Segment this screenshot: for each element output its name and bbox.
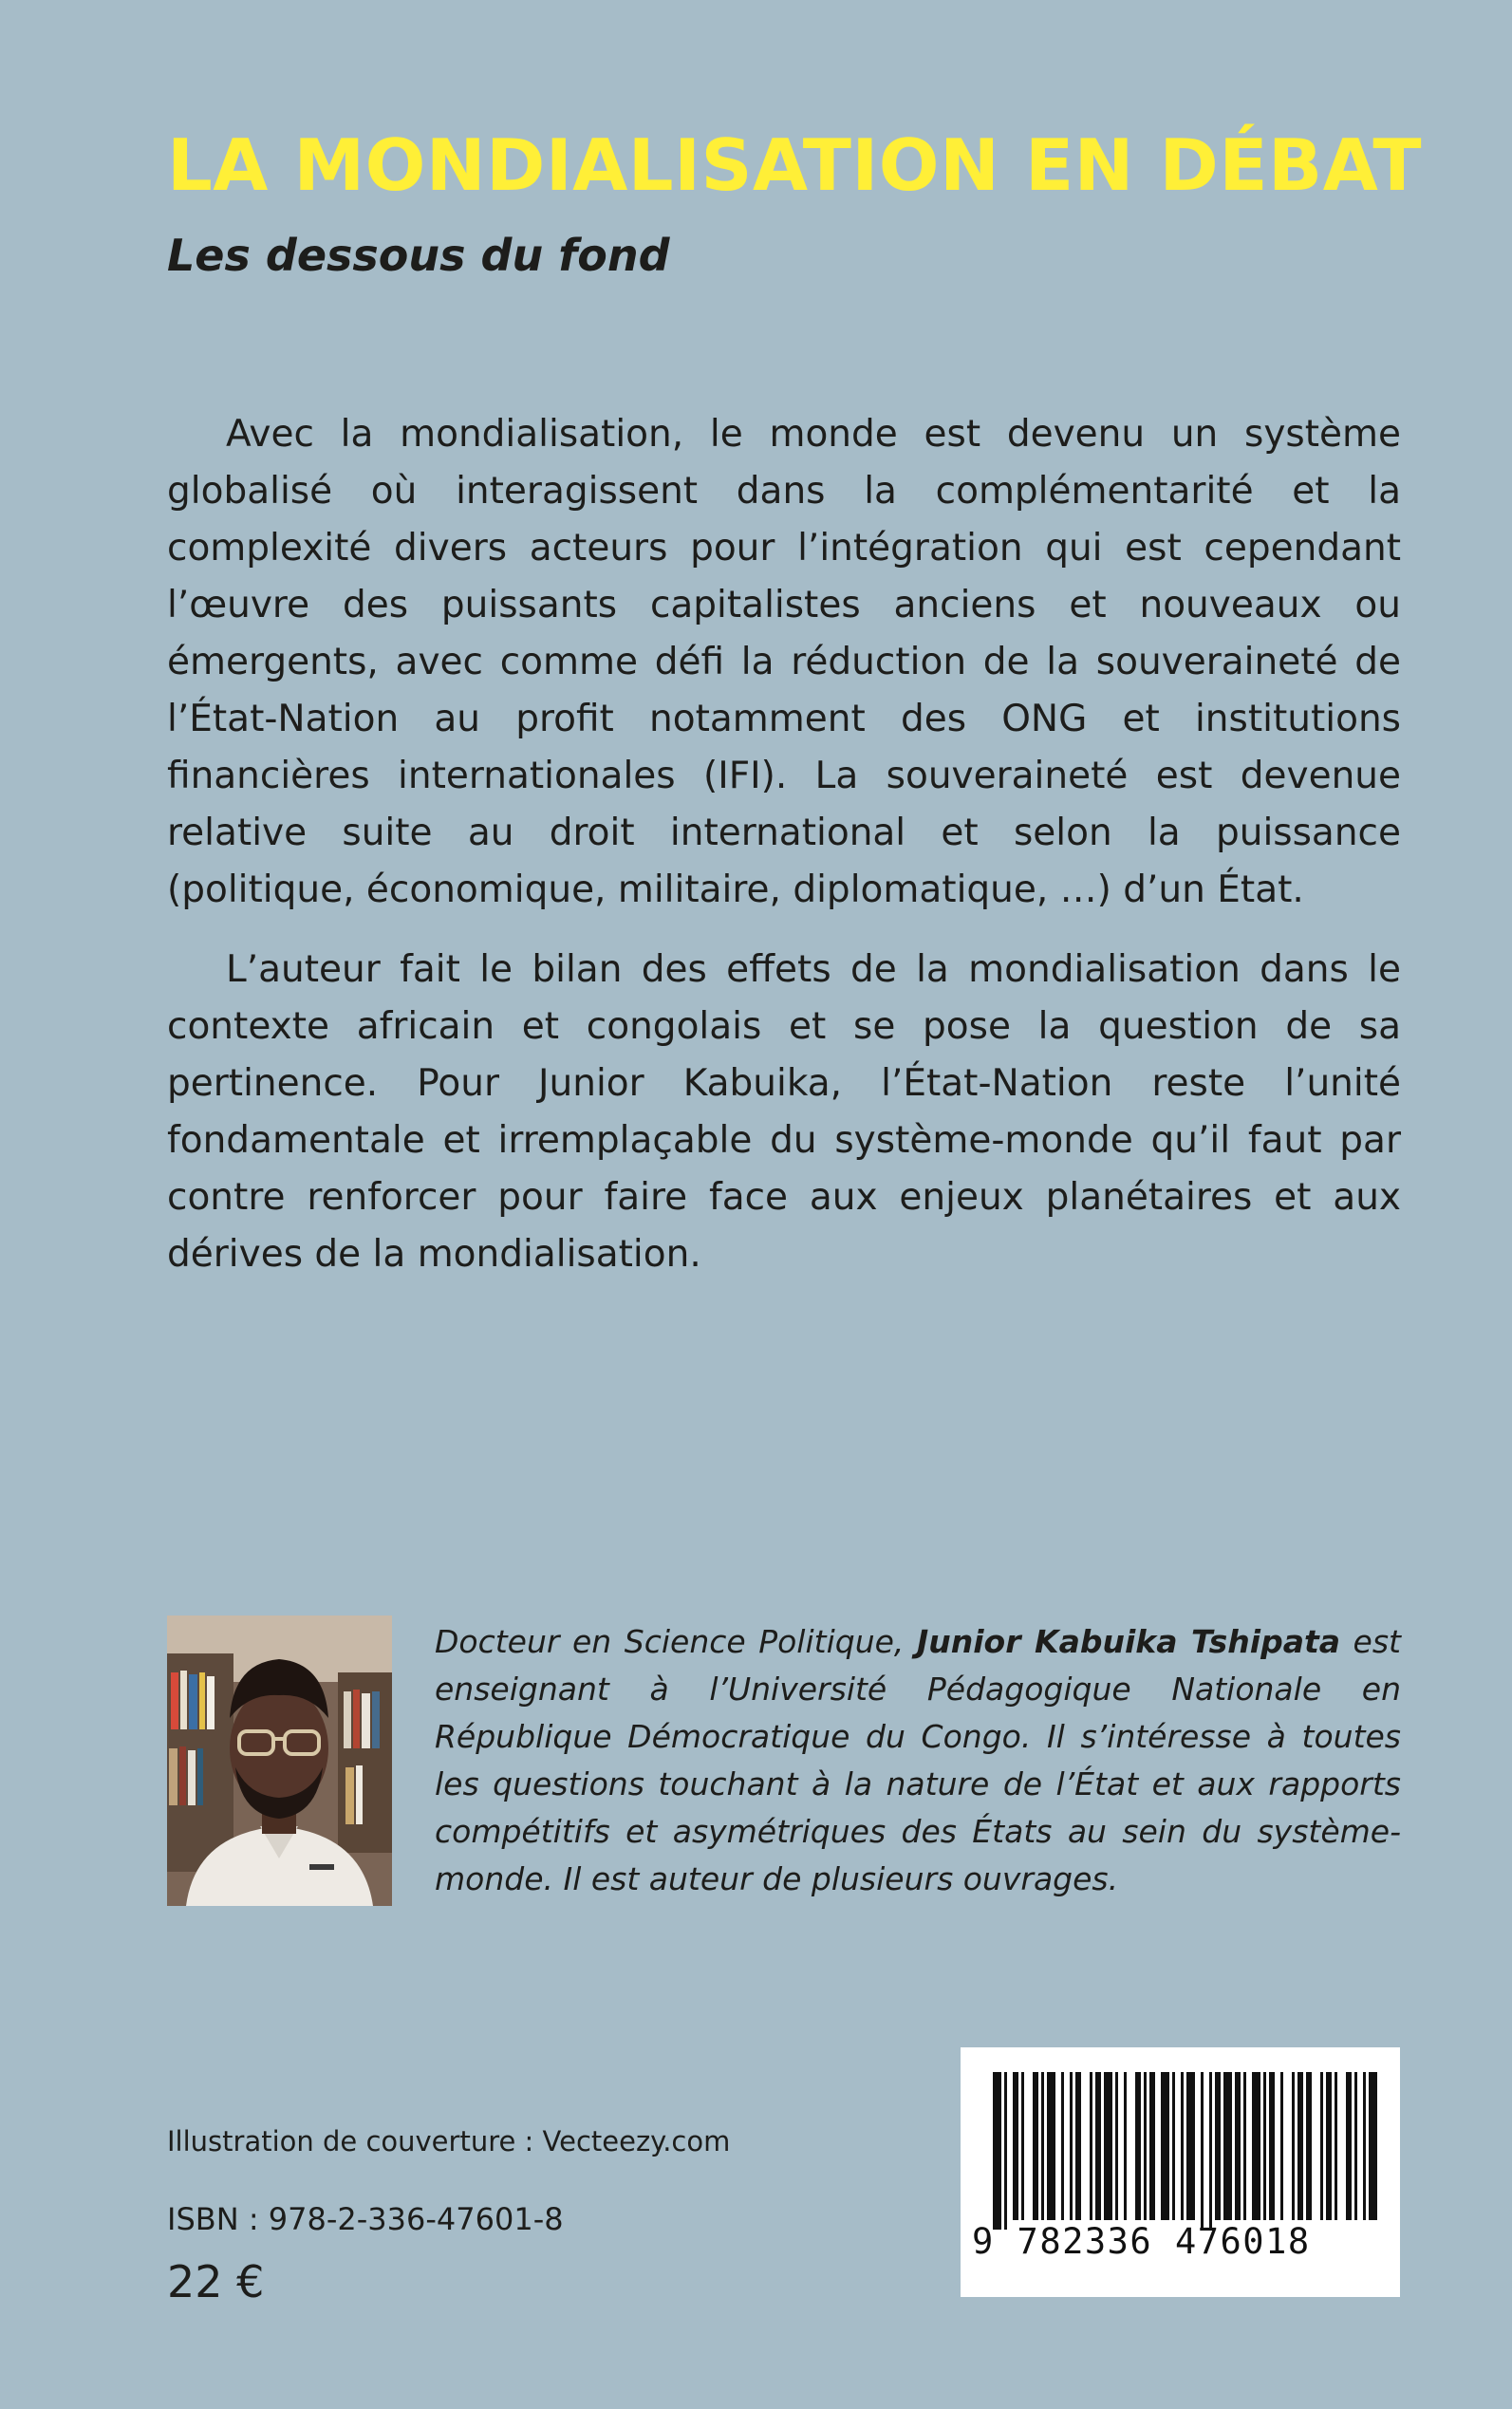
barcode-bar	[1215, 2072, 1221, 2220]
barcode-bar	[1021, 2072, 1024, 2220]
barcode-bar	[1354, 2072, 1357, 2220]
barcode-bar	[1144, 2072, 1147, 2220]
barcode-bar	[1209, 2072, 1212, 2230]
barcode-bar	[1252, 2072, 1260, 2220]
barcode-bar	[1075, 2072, 1081, 2220]
barcode-bar	[1186, 2072, 1195, 2220]
barcode-bar	[1124, 2072, 1127, 2220]
barcode-bar	[1326, 2072, 1332, 2220]
isbn: ISBN : 978-2-336-47601-8	[167, 2201, 564, 2237]
barcode-digits: 9 782336 476018	[972, 2221, 1311, 2262]
author-bio	[435, 1618, 1401, 1903]
barcode	[961, 2047, 1400, 2297]
barcode-bar	[1013, 2072, 1018, 2220]
barcode-bar	[1041, 2072, 1044, 2220]
barcode-bar	[993, 2072, 1001, 2230]
price: 22 €	[167, 2256, 265, 2307]
barcode-bar	[1320, 2072, 1323, 2220]
barcode-bar	[1363, 2072, 1366, 2220]
back-cover-summary	[167, 406, 1401, 1306]
barcode-bar	[1201, 2072, 1204, 2230]
barcode-bar	[1061, 2072, 1064, 2220]
book-title: LA MONDIALISATION EN DÉBAT	[167, 123, 1423, 207]
barcode-bar	[1306, 2072, 1312, 2220]
barcode-bar	[1223, 2072, 1232, 2220]
barcode-bar	[1070, 2072, 1073, 2220]
barcode-bar	[1047, 2072, 1055, 2220]
barcode-bar	[1135, 2072, 1141, 2220]
barcode-bar	[1104, 2072, 1112, 2220]
barcode-bar	[1369, 2072, 1377, 2220]
barcode-bar	[1292, 2072, 1295, 2220]
barcode-bar	[1269, 2072, 1275, 2220]
barcode-bar	[1161, 2072, 1169, 2220]
barcode-bar	[1280, 2072, 1283, 2220]
barcode-bar	[1346, 2072, 1352, 2220]
barcode-bar	[1172, 2072, 1175, 2220]
barcode-bar	[1181, 2072, 1184, 2220]
barcode-bar	[1297, 2072, 1303, 2220]
barcode-bar	[1090, 2072, 1092, 2220]
barcode-bar	[1243, 2072, 1246, 2220]
barcode-bar	[1004, 2072, 1007, 2230]
barcode-bar	[1263, 2072, 1266, 2220]
illustration-credit: Illustration de couverture : Vecteezy.com	[167, 2125, 731, 2157]
barcode-bar	[1235, 2072, 1241, 2220]
author-bio-text: est enseignant à l’Université Pédagogique Nationale en République Démocratique du Congo. Il s’intéresse à toutes les questions touchant à la nature de l’État et aux rapports compétitifs et asymétriques des États au sein du système-monde. Il est auteur de plusieurs ouvrages.	[435, 1623, 1401, 1897]
barcode-bar	[1115, 2072, 1118, 2220]
summary-paragraph: Avec la mondialisation, le monde est devenu un système globalisé où interagissent dans la complémentarité et la complexité divers acteurs pour l’intégration qui est cependant l’œuvre des puissants capitalistes anciens et nouveaux ou émergents, avec comme défi la réduction de la souveraineté de l’État-Nation au profit notamment des ONG et institutions financières internationales (IFI). La souveraineté est devenue relative suite au droit international et selon la puissance (politique, économique, militaire, diplomatique, …) d’un État.	[167, 413, 1401, 911]
barcode-bar	[1033, 2072, 1038, 2220]
author-photo	[167, 1615, 392, 1906]
barcode-bar	[1095, 2072, 1101, 2220]
barcode-bar	[1335, 2072, 1337, 2220]
author-bio-prefix: Docteur en Science Politique,	[435, 1623, 917, 1660]
book-subtitle: Les dessous du fond	[167, 230, 670, 281]
author-name: Junior Kabuika Tshipata	[916, 1623, 1341, 1660]
summary-paragraph: L’auteur fait le bilan des effets de la mondialisation dans le contexte africain et congolais et se pose la question de sa pertinence. Pour Junior Kabuika, l’État-Nation reste l’unité fondamentale et irremplaçable du système-monde qu’il faut par contre renforcer pour faire face aux enjeux planétaires et aux dérives de la mondialisation.	[167, 948, 1401, 1276]
barcode-bar	[1149, 2072, 1155, 2220]
